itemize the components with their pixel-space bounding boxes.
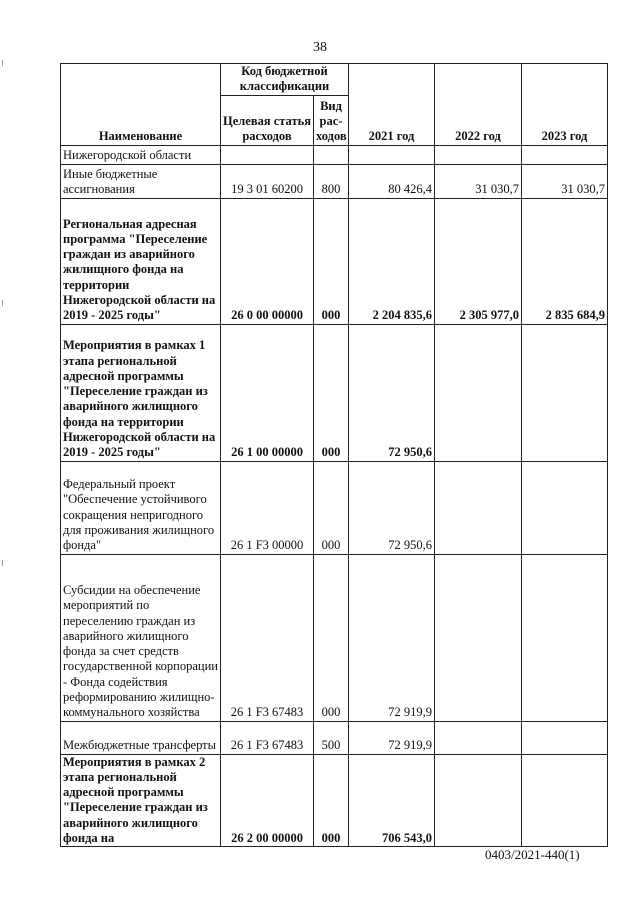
row-name: Федеральный проект "Обеспечение устойчивого сокращения непригодного для проживания жилищного фонда" [61,461,221,554]
row-name: Мероприятия в рамках 2 этапа региональной адресной программы "Переселение граждан из аварийного жилищного фонда на [61,754,221,847]
row-vid: 000 [314,754,349,847]
row-2023: 31 030,7 [522,164,608,198]
row-2023 [522,754,608,847]
row-2022 [435,324,522,461]
header-target-article: Целевая статья расходов [221,95,314,145]
row-2022: 2 305 977,0 [435,198,522,324]
row-code: 26 1 F3 67483 [221,721,314,754]
row-name: Региональная адресная программа "Переселение граждан из аварийного жилищного фонда на территории Нижегородской области на 2019 - 2025 годы" [61,198,221,324]
row-2022 [435,554,522,721]
row-2023 [522,145,608,164]
row-code: 26 1 00 00000 [221,324,314,461]
row-2021: 80 426,4 [349,164,435,198]
table-row [61,324,608,461]
row-2021: 2 204 835,6 [349,198,435,324]
row-2023 [522,461,608,554]
header-year-2022: 2022 год [435,64,522,146]
row-vid [314,145,349,164]
row-vid: 000 [314,198,349,324]
row-2022 [435,721,522,754]
row-vid: 500 [314,721,349,754]
table-row [61,198,608,324]
row-name: Мероприятия в рамках 1 этапа региональной адресной программы "Переселение граждан из аварийного жилищного фонда на территории Нижегородской области на 2019 - 2025 годы" [61,324,221,461]
table-row [61,145,608,164]
row-vid: 000 [314,554,349,721]
margin-mark [2,300,3,306]
row-name: Нижегородской области [61,145,221,164]
row-vid: 800 [314,164,349,198]
row-2021: 706 543,0 [349,754,435,847]
row-vid: 000 [314,324,349,461]
row-code [221,145,314,164]
row-2023 [522,721,608,754]
header-name: Наименование [61,64,221,146]
row-2023 [522,324,608,461]
row-name: Иные бюджетные ассигнования [61,164,221,198]
table-row [61,721,608,754]
header-year-2021: 2021 год [349,64,435,146]
table-row [61,164,608,198]
header-year-2023: 2023 год [522,64,608,146]
row-2023 [522,554,608,721]
row-name: Межбюджетные трансферты [61,721,221,754]
header-code-group: Код бюджетной классификации [221,64,349,96]
row-name: Субсидии на обеспечение мероприятий по переселению граждан из аварийного жилищного фонда за счет средств государственной корпорации - Фонда содействия реформированию жилищно-коммунального хозяйства [61,554,221,721]
row-2021 [349,145,435,164]
row-code: 19 3 01 60200 [221,164,314,198]
row-2022 [435,461,522,554]
document-footer-code: 0403/2021-440(1) [485,847,580,862]
header-expense-type: Вид рас-ходов [314,95,349,145]
margin-mark [2,560,3,566]
row-code: 26 2 00 00000 [221,754,314,847]
row-2021: 72 950,6 [349,461,435,554]
row-2021: 72 919,9 [349,554,435,721]
row-vid: 000 [314,461,349,554]
budget-table [60,63,608,847]
row-2022 [435,145,522,164]
row-2022: 31 030,7 [435,164,522,198]
row-2022 [435,754,522,847]
row-code: 26 1 F3 67483 [221,554,314,721]
row-2023: 2 835 684,9 [522,198,608,324]
row-2021: 72 950,6 [349,324,435,461]
row-code: 26 1 F3 00000 [221,461,314,554]
table-row [61,754,608,847]
row-code: 26 0 00 00000 [221,198,314,324]
row-2021: 72 919,9 [349,721,435,754]
table-row [61,554,608,721]
table-row [61,461,608,554]
margin-mark [2,60,3,66]
page-number: 38 [313,40,327,55]
